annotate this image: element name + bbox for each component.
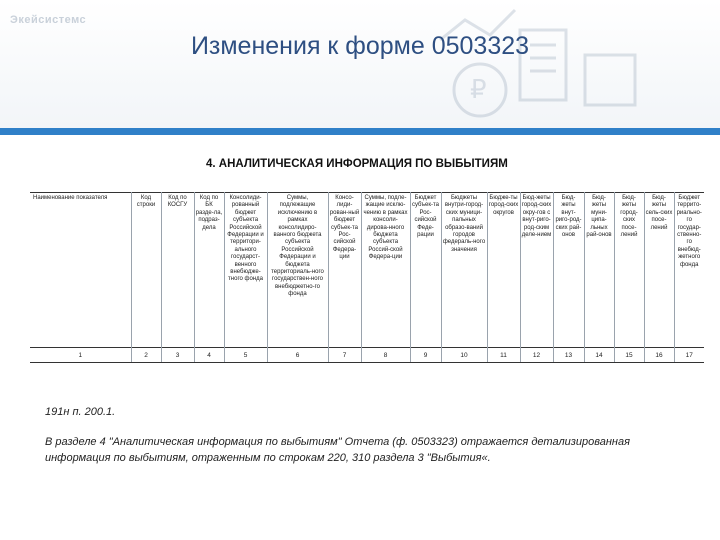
column-number: 1 <box>30 348 131 363</box>
column-number: 10 <box>441 348 487 363</box>
column-number: 8 <box>361 348 410 363</box>
column-header: Бюджет субъек-та Рос-сийской Феде-рации <box>410 193 441 348</box>
column-header: Наименование показателя <box>30 193 131 348</box>
watermark-logo: Экейсистемс <box>10 14 87 26</box>
column-number: 11 <box>487 348 520 363</box>
column-header: Бюд-жеты муни-ципа-льных рай-онов <box>584 193 614 348</box>
header-band <box>0 0 720 128</box>
table-title: 4. АНАЛИТИЧЕСКАЯ ИНФОРМАЦИЯ ПО ВЫБЫТИЯМ <box>206 158 508 170</box>
column-number: 6 <box>267 348 328 363</box>
column-header: Бюджеты внутри-город-ских муници-пальных образо-ваний городов федераль-ного значения <box>441 193 487 348</box>
column-number: 14 <box>584 348 614 363</box>
column-header: Бюд-жеты город-ских окру-гов с внут-риго-род-ским деле-нием <box>520 193 553 348</box>
analytics-table <box>30 192 704 363</box>
column-number: 5 <box>224 348 267 363</box>
column-header: Консолиди-рованный бюджет субъекта Российской Федерации и территори-ального государст-венного внебюдже-тного фонда <box>224 193 267 348</box>
page-title: Изменения к форме 0503323 <box>190 32 530 60</box>
accent-bar <box>0 128 720 135</box>
regulation-reference: 191н п. 200.1. <box>45 406 116 418</box>
column-header: Бюд-жеты город-ских посе-лений <box>614 193 644 348</box>
column-header: Бюд-жеты сель-ских посе-лений <box>644 193 674 348</box>
column-header: Код по БК разде-ла, подраз-дела <box>194 193 224 348</box>
column-number: 2 <box>131 348 161 363</box>
column-number: 7 <box>328 348 361 363</box>
column-header: Код строки <box>131 193 161 348</box>
column-number: 3 <box>161 348 194 363</box>
column-header: Консо-лиди-рован-ный бюджет субъек-та Рос-сийской Федера-ции <box>328 193 361 348</box>
column-number: 15 <box>614 348 644 363</box>
column-header: Бюдже-ты город-ских округов <box>487 193 520 348</box>
column-number: 17 <box>674 348 704 363</box>
decorative-icons <box>420 0 650 128</box>
column-header: Суммы, подле-жащие исклю-чению в рамках консоли-дирова-нного бюджета субъекта Россий-ской Федера-ции <box>361 193 410 348</box>
column-number: 16 <box>644 348 674 363</box>
column-number-row <box>30 348 704 363</box>
column-header: Бюджет террито-риально-го государ-ственно-го внебюд-жетного фонда <box>674 193 704 348</box>
column-number: 13 <box>553 348 584 363</box>
svg-text:₽: ₽ <box>470 75 487 105</box>
column-header: Код по КОСГУ <box>161 193 194 348</box>
column-number: 12 <box>520 348 553 363</box>
column-number: 4 <box>194 348 224 363</box>
explanation-text: В разделе 4 "Аналитическая информация по выбытиям" Отчета (ф. 0503323) отражается детализированная информация по выбытиям, отраженным по строкам 220, 310 раздела 3 "Выбытия«. <box>45 436 630 464</box>
column-header: Суммы, подлежащие исключению в рамках консолидиро-ванного бюджета субъекта Российской Федерации и бюджета территориаль-ного государствен-ного внебюджетно-го фонда <box>267 193 328 348</box>
column-header: Бюд-жеты внут-риго-род-ских рай-онов <box>553 193 584 348</box>
table-header-row <box>30 193 704 348</box>
column-number: 9 <box>410 348 441 363</box>
